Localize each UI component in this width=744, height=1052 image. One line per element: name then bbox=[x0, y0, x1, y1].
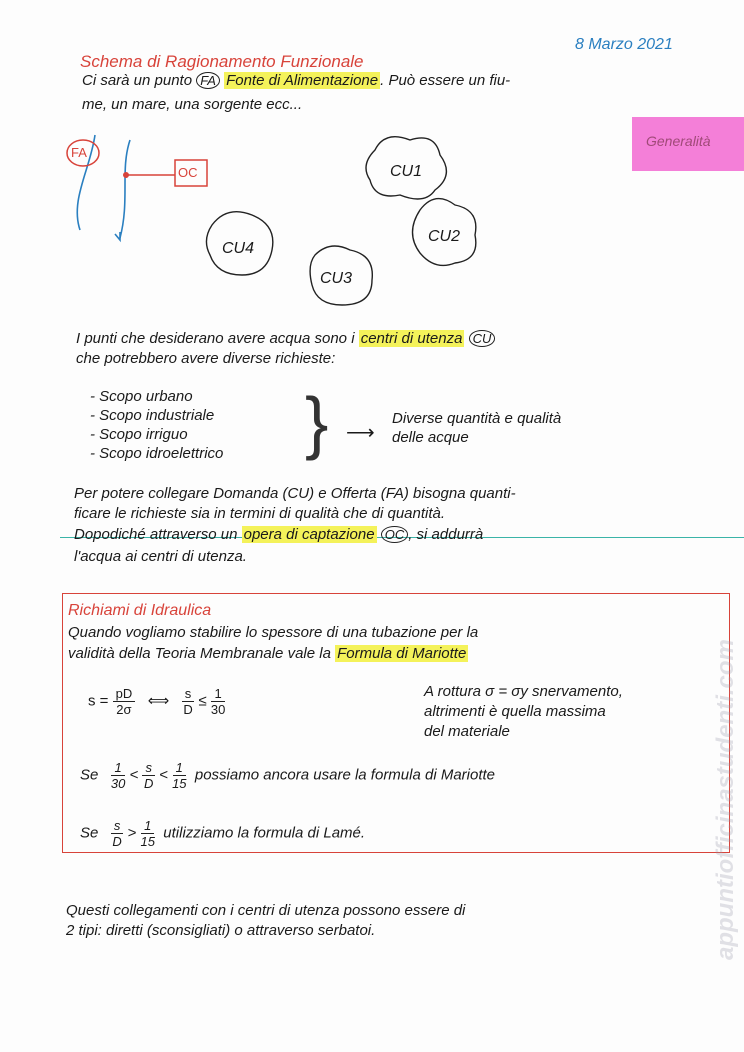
use-item: - Scopo irriguo bbox=[90, 426, 188, 443]
oc-point bbox=[123, 172, 129, 178]
link-line-1: Per potere collegare Domanda (CU) e Offerta (FA) bisogna quanti- bbox=[74, 485, 516, 502]
cu1-label: CU1 bbox=[390, 163, 423, 180]
box-line-2: validità della Teoria Membranale vale la Formula di Mariotte bbox=[68, 645, 467, 662]
cu2-label: CU2 bbox=[428, 228, 461, 245]
condition-lame: Se $\frac{s}{D}$ > $\frac{1}{15}$ utilizziamo la formula di Lamé. bbox=[80, 818, 366, 849]
box-line-1: Quando vogliamo stabilire lo spessore di una tubazione per la bbox=[68, 624, 479, 641]
fa-label: FA bbox=[71, 145, 87, 160]
sticky-note: Generalità bbox=[632, 117, 744, 171]
note-line: altrimenti è quella massima bbox=[424, 703, 606, 720]
closing-line-2: 2 tipi: diretti (sconsigliati) o attraverso serbatoi. bbox=[66, 922, 376, 939]
page-title: Schema di Ragionamento Funzionale bbox=[80, 52, 364, 71]
note-line: A rottura σ = σy snervamento, bbox=[424, 683, 623, 700]
note-line: del materiale bbox=[424, 723, 510, 740]
fa-circle: FA bbox=[196, 72, 220, 89]
condition-mariotte: Se $\frac{1}{30}$ < $\frac{s}{D}$ < $\frac{1}{15}$ possiamo ancora usare la formula di Mariotte bbox=[80, 760, 496, 791]
use-item: - Scopo idroelettrico bbox=[90, 445, 224, 462]
brace: } bbox=[305, 383, 329, 461]
box-title: Richiami di Idraulica bbox=[68, 602, 212, 619]
use-item: - Scopo industriale bbox=[90, 407, 215, 424]
uses-result-1: Diverse quantità e qualità bbox=[392, 410, 562, 427]
intro-line-2: me, un mare, una sorgente ecc... bbox=[82, 96, 303, 113]
cu-para-line-1: I punti che desiderano avere acqua sono i centri di utenza CU bbox=[76, 330, 495, 347]
highlight-fonte: Fonte di Alimentazione bbox=[226, 72, 379, 89]
link-line-2: ficare le richieste sia in termini di qualità che di quantità. bbox=[74, 505, 446, 522]
link-line-3: Dopodiché attraverso un opera di captazione OC , si addurrà bbox=[74, 526, 484, 543]
oc-label: OC bbox=[178, 165, 198, 180]
cu3-label: CU3 bbox=[320, 270, 353, 287]
watermark: appuntiofficinastudenti.com bbox=[712, 639, 739, 960]
use-item: - Scopo urbano bbox=[90, 388, 193, 405]
equation-mariotte: s = $\frac{pD}{2\sigma}$ ⟺ $\frac{s}{D}$ ≤ $\frac{1}{30}$ bbox=[88, 686, 226, 717]
link-line-4: l'acqua ai centri di utenza. bbox=[74, 548, 247, 565]
arrow-icon: ⟶ bbox=[346, 422, 375, 444]
cu4-label: CU4 bbox=[222, 240, 255, 257]
date: 8 Marzo 2021 bbox=[575, 36, 673, 53]
uses-result-2: delle acque bbox=[392, 429, 469, 446]
cu-para-line-2: che potrebbero avere diverse richieste: bbox=[76, 350, 336, 367]
closing-line-1: Questi collegamenti con i centri di utenza possono essere di bbox=[66, 902, 466, 919]
intro-line-1: Ci sarà un punto FA Fonte di Alimentazione . Può essere un fiu- bbox=[82, 72, 511, 89]
